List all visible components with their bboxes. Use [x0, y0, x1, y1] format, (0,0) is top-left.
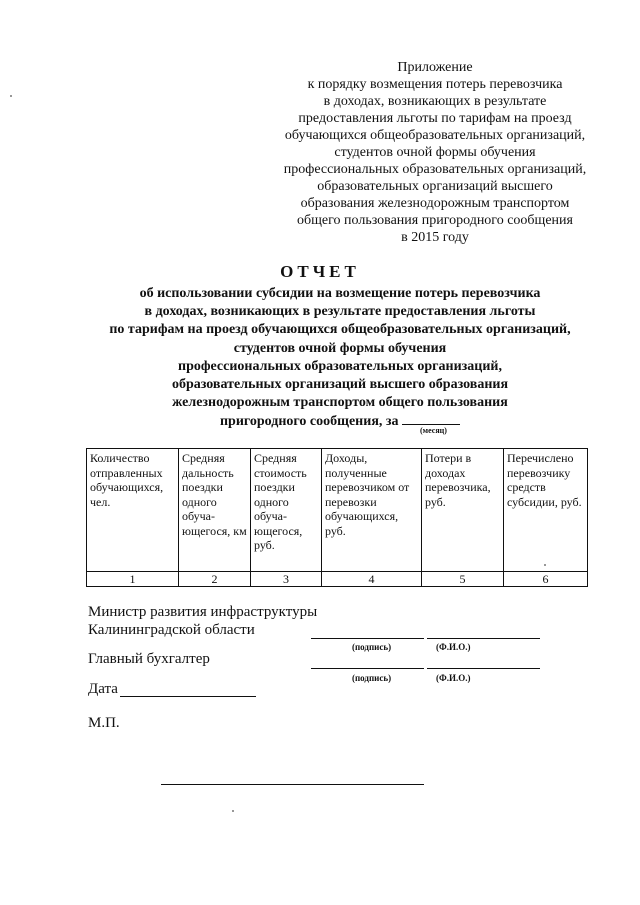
accountant-signature-caption: (подпись) — [352, 673, 392, 683]
table-number-row — [87, 572, 588, 587]
minister-signature-caption: (подпись) — [352, 642, 392, 652]
seal-label: М.П. — [88, 715, 120, 731]
subtitle-line: студентов очной формы обучения — [233, 340, 447, 356]
scan-speck — [544, 564, 546, 566]
subtitle-period-line — [60, 412, 620, 431]
accountant-signature-field[interactable] — [311, 668, 424, 669]
accountant-name-caption: (Ф.И.О.) — [436, 673, 471, 683]
subtitle-line: железнодорожным транспортом общего пользования — [172, 395, 508, 411]
minister-name-caption: (Ф.И.О.) — [436, 642, 471, 652]
column-number: 6 — [504, 572, 588, 587]
scan-speck — [10, 95, 12, 97]
subtitle-period-label: пригородного сообщения, за — [219, 414, 399, 430]
appendix-line: в доходах, возникающих в результате — [323, 94, 547, 109]
accountant-title: Главный бухгалтер — [88, 651, 210, 667]
col-header-carrier-losses: Потери в доходах перевозчика, руб. — [422, 449, 504, 572]
minister-name-field[interactable] — [427, 638, 540, 639]
appendix-line: профессиональных образовательных организаций, — [283, 162, 587, 177]
month-caption: (месяц) — [420, 426, 447, 435]
col-header-avg-cost: Средняя стоимость поездки одного обуча-ющегося, руб. — [251, 449, 322, 572]
appendix-line: к порядку возмещения потерь перевозчика — [307, 77, 563, 92]
report-subtitle — [60, 285, 620, 432]
col-header-avg-distance: Средняя дальность поездки одного обуча-ющегося, км — [179, 449, 251, 572]
subtitle-line: образовательных организаций высшего образования — [171, 377, 509, 393]
date-label: Дата — [88, 681, 118, 697]
report-table — [86, 448, 588, 587]
bottom-separator-line — [161, 784, 424, 785]
column-number: 4 — [322, 572, 422, 587]
minister-title-line1: Министр развития инфраструктуры — [88, 604, 318, 620]
minister-signature-field[interactable] — [311, 638, 424, 639]
col-header-students-count: Количество отправленных обучающихся, чел. — [87, 449, 179, 572]
column-number: 5 — [422, 572, 504, 587]
appendix-line: образования железнодорожным транспортом — [300, 196, 570, 211]
appendix-line: студентов очной формы обучения — [334, 145, 536, 160]
column-number: 3 — [251, 572, 322, 587]
subtitle-line: по тарифам на проезд обучающихся общеобразовательных организаций, — [109, 322, 571, 338]
subtitle-line: в доходах, возникающих в результате предоставления льготы — [144, 304, 536, 320]
month-blank-field[interactable] — [402, 412, 460, 425]
col-header-subsidy-transferred: Перечислено перевозчику средств субсидии, руб. — [504, 449, 588, 572]
subtitle-line: об использовании субсидии на возмещение потерь перевозчика — [139, 286, 541, 301]
appendix-line: предоставления льготы по тарифам на проезд — [298, 111, 572, 126]
appendix-line: обучающихся общеобразовательных организаций, — [284, 128, 586, 143]
appendix-line: общего пользования пригородного сообщения — [297, 213, 573, 228]
accountant-name-field[interactable] — [427, 668, 540, 669]
appendix-header — [260, 59, 610, 246]
table-header-row — [87, 449, 588, 572]
column-number: 1 — [87, 572, 179, 587]
column-number: 2 — [179, 572, 251, 587]
appendix-line: Приложение — [397, 60, 473, 75]
subtitle-line: профессиональных образовательных организаций, — [178, 358, 502, 374]
date-field[interactable] — [120, 696, 256, 697]
col-header-carrier-income: Доходы, полученные перевозчиком от перевозки обучающихся, руб. — [322, 449, 422, 572]
scan-speck — [232, 810, 234, 812]
report-title: ОТЧЕТ — [280, 262, 360, 281]
appendix-line: образовательных организаций высшего — [317, 179, 553, 194]
minister-title-line2: Калининградской области — [88, 622, 255, 638]
appendix-line: в 2015 году — [401, 230, 469, 245]
